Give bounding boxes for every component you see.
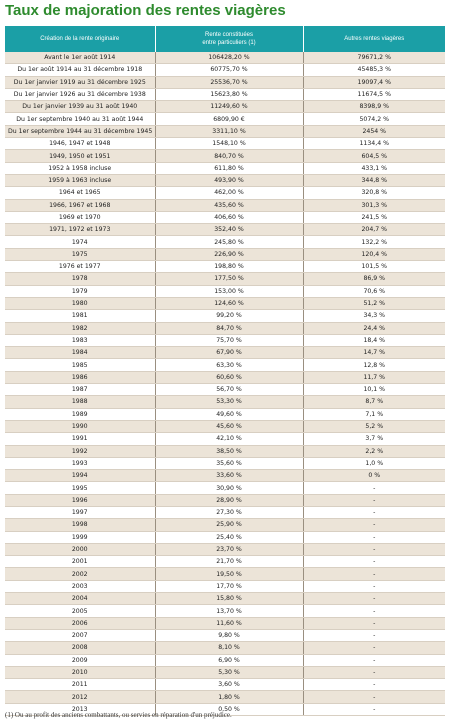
table-row bbox=[5, 310, 445, 322]
cell-creation: 1989 bbox=[5, 408, 155, 420]
cell-creation: 1982 bbox=[5, 322, 155, 334]
cell-autres-rentes: - bbox=[303, 605, 445, 617]
cell-creation: 2001 bbox=[5, 556, 155, 568]
table-row bbox=[5, 113, 445, 125]
table-row bbox=[5, 88, 445, 100]
cell-autres-rentes: - bbox=[303, 679, 445, 691]
cell-autres-rentes: 241,5 % bbox=[303, 211, 445, 223]
cell-rentes-particuliers: 63,30 % bbox=[155, 359, 303, 371]
cell-creation: 1949, 1950 et 1951 bbox=[5, 150, 155, 162]
table-row bbox=[5, 593, 445, 605]
table-body bbox=[5, 52, 445, 716]
cell-creation: Du 1er janvier 1926 au 31 décembre 1938 bbox=[5, 88, 155, 100]
cell-rentes-particuliers: 25,40 % bbox=[155, 531, 303, 543]
cell-autres-rentes: 8398,9 % bbox=[303, 101, 445, 113]
cell-creation: 1991 bbox=[5, 433, 155, 445]
cell-autres-rentes: 86,9 % bbox=[303, 273, 445, 285]
cell-autres-rentes: 2454 % bbox=[303, 125, 445, 137]
cell-autres-rentes: 11,7 % bbox=[303, 371, 445, 383]
cell-autres-rentes: 14,7 % bbox=[303, 347, 445, 359]
cell-creation: 2011 bbox=[5, 679, 155, 691]
cell-creation: 2002 bbox=[5, 568, 155, 580]
cell-creation: 1980 bbox=[5, 297, 155, 309]
cell-rentes-particuliers: 13,70 % bbox=[155, 605, 303, 617]
cell-autres-rentes: 34,3 % bbox=[303, 310, 445, 322]
cell-rentes-particuliers: 406,60 % bbox=[155, 211, 303, 223]
cell-rentes-particuliers: 1,80 % bbox=[155, 691, 303, 703]
cell-rentes-particuliers: 6,90 % bbox=[155, 654, 303, 666]
table-row bbox=[5, 371, 445, 383]
table-row bbox=[5, 568, 445, 580]
cell-creation: 1979 bbox=[5, 285, 155, 297]
cell-autres-rentes: 301,3 % bbox=[303, 199, 445, 211]
cell-autres-rentes: 0 % bbox=[303, 470, 445, 482]
cell-autres-rentes: 19097,4 % bbox=[303, 76, 445, 88]
cell-autres-rentes: 12,8 % bbox=[303, 359, 445, 371]
cell-creation: Du 1er septembre 1944 au 31 décembre 1945 bbox=[5, 125, 155, 137]
cell-rentes-particuliers: 8,10 % bbox=[155, 642, 303, 654]
cell-autres-rentes: - bbox=[303, 494, 445, 506]
cell-creation: 1969 et 1970 bbox=[5, 211, 155, 223]
cell-rentes-particuliers: 28,90 % bbox=[155, 494, 303, 506]
cell-rentes-particuliers: 17,70 % bbox=[155, 580, 303, 592]
cell-rentes-particuliers: 30,90 % bbox=[155, 482, 303, 494]
table-row bbox=[5, 408, 445, 420]
table-row bbox=[5, 101, 445, 113]
table-row bbox=[5, 359, 445, 371]
cell-rentes-particuliers: 21,70 % bbox=[155, 556, 303, 568]
table-row bbox=[5, 248, 445, 260]
cell-creation: 1966, 1967 et 1968 bbox=[5, 199, 155, 211]
cell-creation: 1964 et 1965 bbox=[5, 187, 155, 199]
cell-creation: Du 1er janvier 1939 au 31 août 1940 bbox=[5, 101, 155, 113]
cell-creation: 1999 bbox=[5, 531, 155, 543]
table-row bbox=[5, 519, 445, 531]
cell-rentes-particuliers: 67,90 % bbox=[155, 347, 303, 359]
cell-autres-rentes: - bbox=[303, 666, 445, 678]
cell-rentes-particuliers: 3,60 % bbox=[155, 679, 303, 691]
cell-creation: 1952 à 1958 incluse bbox=[5, 162, 155, 174]
table-row bbox=[5, 420, 445, 432]
table-row bbox=[5, 138, 445, 150]
table-row bbox=[5, 482, 445, 494]
cell-rentes-particuliers: 5,30 % bbox=[155, 666, 303, 678]
cell-rentes-particuliers: 35,60 % bbox=[155, 457, 303, 469]
cell-creation: 1946, 1947 et 1948 bbox=[5, 138, 155, 150]
cell-creation: 1994 bbox=[5, 470, 155, 482]
cell-creation: 1976 et 1977 bbox=[5, 261, 155, 273]
table-row bbox=[5, 52, 445, 64]
cell-creation: 1988 bbox=[5, 396, 155, 408]
cell-autres-rentes: 8,7 % bbox=[303, 396, 445, 408]
cell-autres-rentes: 604,5 % bbox=[303, 150, 445, 162]
cell-creation: 1981 bbox=[5, 310, 155, 322]
cell-creation: 2003 bbox=[5, 580, 155, 592]
cell-rentes-particuliers: 0,50 % bbox=[155, 703, 303, 715]
cell-rentes-particuliers: 153,00 % bbox=[155, 285, 303, 297]
cell-creation: 1987 bbox=[5, 384, 155, 396]
cell-creation: 2006 bbox=[5, 617, 155, 629]
table-row bbox=[5, 64, 445, 76]
cell-creation: 2000 bbox=[5, 543, 155, 555]
cell-autres-rentes: - bbox=[303, 568, 445, 580]
table-row bbox=[5, 273, 445, 285]
cell-rentes-particuliers: 245,80 % bbox=[155, 236, 303, 248]
table-row bbox=[5, 445, 445, 457]
cell-autres-rentes: - bbox=[303, 506, 445, 518]
cell-autres-rentes: 433,1 % bbox=[303, 162, 445, 174]
page-title: Taux de majoration des rentes viagères bbox=[5, 2, 286, 19]
table-row bbox=[5, 150, 445, 162]
table-row bbox=[5, 580, 445, 592]
header-creation: Création de la rente originaire bbox=[5, 26, 155, 52]
cell-rentes-particuliers: 11,60 % bbox=[155, 617, 303, 629]
cell-creation: 1975 bbox=[5, 248, 155, 260]
cell-creation: 2008 bbox=[5, 642, 155, 654]
cell-rentes-particuliers: 352,40 % bbox=[155, 224, 303, 236]
cell-autres-rentes: 320,8 % bbox=[303, 187, 445, 199]
table-row bbox=[5, 543, 445, 555]
cell-autres-rentes: 1134,4 % bbox=[303, 138, 445, 150]
cell-creation: 1983 bbox=[5, 334, 155, 346]
table-row bbox=[5, 76, 445, 88]
table-row bbox=[5, 236, 445, 248]
table-row bbox=[5, 494, 445, 506]
cell-creation: 1996 bbox=[5, 494, 155, 506]
cell-creation: 2004 bbox=[5, 593, 155, 605]
table-header bbox=[5, 26, 445, 52]
cell-autres-rentes: 101,5 % bbox=[303, 261, 445, 273]
cell-autres-rentes: 3,7 % bbox=[303, 433, 445, 445]
cell-autres-rentes: 70,6 % bbox=[303, 285, 445, 297]
cell-creation: 1998 bbox=[5, 519, 155, 531]
table-row bbox=[5, 617, 445, 629]
table-row bbox=[5, 556, 445, 568]
cell-autres-rentes: - bbox=[303, 642, 445, 654]
header-autres-rentes: Autres rentes viagères bbox=[303, 26, 445, 52]
cell-creation: 1997 bbox=[5, 506, 155, 518]
header-rentes-particuliers bbox=[155, 26, 303, 52]
cell-rentes-particuliers: 15,80 % bbox=[155, 593, 303, 605]
cell-creation: 1992 bbox=[5, 445, 155, 457]
cell-autres-rentes: 132,2 % bbox=[303, 236, 445, 248]
cell-autres-rentes: - bbox=[303, 556, 445, 568]
cell-creation: 1995 bbox=[5, 482, 155, 494]
cell-rentes-particuliers: 33,60 % bbox=[155, 470, 303, 482]
table-row bbox=[5, 666, 445, 678]
table-row bbox=[5, 187, 445, 199]
cell-autres-rentes: 5,2 % bbox=[303, 420, 445, 432]
cell-autres-rentes: 204,7 % bbox=[303, 224, 445, 236]
cell-creation: 1984 bbox=[5, 347, 155, 359]
cell-rentes-particuliers: 84,70 % bbox=[155, 322, 303, 334]
cell-creation: Du 1er septembre 1940 au 31 août 1944 bbox=[5, 113, 155, 125]
table-row bbox=[5, 691, 445, 703]
cell-rentes-particuliers: 462,00 % bbox=[155, 187, 303, 199]
cell-creation: 2007 bbox=[5, 629, 155, 641]
table-row bbox=[5, 433, 445, 445]
cell-rentes-particuliers: 25,90 % bbox=[155, 519, 303, 531]
cell-rentes-particuliers: 124,60 % bbox=[155, 297, 303, 309]
cell-creation: 1974 bbox=[5, 236, 155, 248]
cell-rentes-particuliers: 840,70 % bbox=[155, 150, 303, 162]
cell-rentes-particuliers: 60775,70 % bbox=[155, 64, 303, 76]
table-row bbox=[5, 605, 445, 617]
cell-autres-rentes: 51,2 % bbox=[303, 297, 445, 309]
cell-rentes-particuliers: 53,30 % bbox=[155, 396, 303, 408]
cell-rentes-particuliers: 25536,70 % bbox=[155, 76, 303, 88]
cell-rentes-particuliers: 226,90 % bbox=[155, 248, 303, 260]
cell-rentes-particuliers: 49,60 % bbox=[155, 408, 303, 420]
cell-rentes-particuliers: 11249,60 % bbox=[155, 101, 303, 113]
cell-creation: Du 1er janvier 1919 au 31 décembre 1925 bbox=[5, 76, 155, 88]
cell-rentes-particuliers: 42,10 % bbox=[155, 433, 303, 445]
cell-rentes-particuliers: 493,90 % bbox=[155, 174, 303, 186]
table-row bbox=[5, 211, 445, 223]
table-row bbox=[5, 396, 445, 408]
table-row bbox=[5, 334, 445, 346]
table-row bbox=[5, 654, 445, 666]
cell-autres-rentes: 18,4 % bbox=[303, 334, 445, 346]
cell-creation: 1971, 1972 et 1973 bbox=[5, 224, 155, 236]
cell-autres-rentes: 10,1 % bbox=[303, 384, 445, 396]
cell-rentes-particuliers: 60,60 % bbox=[155, 371, 303, 383]
cell-creation: 1986 bbox=[5, 371, 155, 383]
cell-autres-rentes: - bbox=[303, 593, 445, 605]
cell-autres-rentes: 11674,5 % bbox=[303, 88, 445, 100]
cell-rentes-particuliers: 75,70 % bbox=[155, 334, 303, 346]
cell-rentes-particuliers: 1548,10 % bbox=[155, 138, 303, 150]
table-row bbox=[5, 162, 445, 174]
cell-creation: 2010 bbox=[5, 666, 155, 678]
cell-autres-rentes: - bbox=[303, 519, 445, 531]
table-row bbox=[5, 679, 445, 691]
table-row bbox=[5, 347, 445, 359]
table-row bbox=[5, 285, 445, 297]
cell-autres-rentes: - bbox=[303, 703, 445, 715]
cell-rentes-particuliers: 611,80 % bbox=[155, 162, 303, 174]
cell-autres-rentes: 120,4 % bbox=[303, 248, 445, 260]
cell-rentes-particuliers: 99,20 % bbox=[155, 310, 303, 322]
rates-table bbox=[5, 26, 445, 716]
cell-autres-rentes: - bbox=[303, 691, 445, 703]
header-row bbox=[5, 26, 445, 52]
cell-autres-rentes: - bbox=[303, 543, 445, 555]
table-row bbox=[5, 506, 445, 518]
table-row bbox=[5, 261, 445, 273]
cell-autres-rentes: - bbox=[303, 654, 445, 666]
cell-creation: 1959 à 1963 incluse bbox=[5, 174, 155, 186]
table-row bbox=[5, 125, 445, 137]
footnote: (1) Ou au profit des anciens combattants, ou servies en réparation d'un préjudice. bbox=[5, 711, 232, 719]
table-row bbox=[5, 457, 445, 469]
cell-rentes-particuliers: 106428,20 % bbox=[155, 52, 303, 64]
cell-autres-rentes: 45485,3 % bbox=[303, 64, 445, 76]
cell-rentes-particuliers: 45,60 % bbox=[155, 420, 303, 432]
cell-autres-rentes: 344,8 % bbox=[303, 174, 445, 186]
cell-rentes-particuliers: 23,70 % bbox=[155, 543, 303, 555]
header-rentes-particuliers-line1: Rente constituées bbox=[204, 32, 254, 38]
cell-rentes-particuliers: 15623,80 % bbox=[155, 88, 303, 100]
cell-autres-rentes: 2,2 % bbox=[303, 445, 445, 457]
cell-creation: Avant le 1er août 1914 bbox=[5, 52, 155, 64]
cell-rentes-particuliers: 198,80 % bbox=[155, 261, 303, 273]
cell-rentes-particuliers: 435,60 % bbox=[155, 199, 303, 211]
cell-rentes-particuliers: 177,50 % bbox=[155, 273, 303, 285]
cell-creation: 2013 bbox=[5, 703, 155, 715]
cell-autres-rentes: - bbox=[303, 629, 445, 641]
table-row bbox=[5, 470, 445, 482]
cell-rentes-particuliers: 6809,90 € bbox=[155, 113, 303, 125]
cell-creation: 2009 bbox=[5, 654, 155, 666]
cell-creation: 1993 bbox=[5, 457, 155, 469]
cell-autres-rentes: 7,1 % bbox=[303, 408, 445, 420]
cell-autres-rentes: 24,4 % bbox=[303, 322, 445, 334]
cell-rentes-particuliers: 19,50 % bbox=[155, 568, 303, 580]
cell-autres-rentes: - bbox=[303, 580, 445, 592]
cell-autres-rentes: 1,0 % bbox=[303, 457, 445, 469]
cell-rentes-particuliers: 38,50 % bbox=[155, 445, 303, 457]
cell-autres-rentes: - bbox=[303, 482, 445, 494]
cell-creation: 2012 bbox=[5, 691, 155, 703]
cell-creation: Du 1er août 1914 au 31 décembre 1918 bbox=[5, 64, 155, 76]
table-row bbox=[5, 174, 445, 186]
table-row bbox=[5, 629, 445, 641]
header-rentes-particuliers-line2: entre particuliers (1) bbox=[202, 40, 256, 46]
cell-creation: 2005 bbox=[5, 605, 155, 617]
cell-autres-rentes: - bbox=[303, 617, 445, 629]
table-row bbox=[5, 297, 445, 309]
cell-autres-rentes: 5074,2 % bbox=[303, 113, 445, 125]
table-row bbox=[5, 384, 445, 396]
table-row bbox=[5, 642, 445, 654]
cell-creation: 1978 bbox=[5, 273, 155, 285]
cell-rentes-particuliers: 9,80 % bbox=[155, 629, 303, 641]
table-row bbox=[5, 199, 445, 211]
cell-creation: 1990 bbox=[5, 420, 155, 432]
cell-rentes-particuliers: 27,30 % bbox=[155, 506, 303, 518]
cell-creation: 1985 bbox=[5, 359, 155, 371]
table-row bbox=[5, 224, 445, 236]
cell-autres-rentes: 79671,2 % bbox=[303, 52, 445, 64]
cell-rentes-particuliers: 3311,10 % bbox=[155, 125, 303, 137]
cell-rentes-particuliers: 56,70 % bbox=[155, 384, 303, 396]
cell-autres-rentes: - bbox=[303, 531, 445, 543]
table-row bbox=[5, 531, 445, 543]
table-row bbox=[5, 322, 445, 334]
